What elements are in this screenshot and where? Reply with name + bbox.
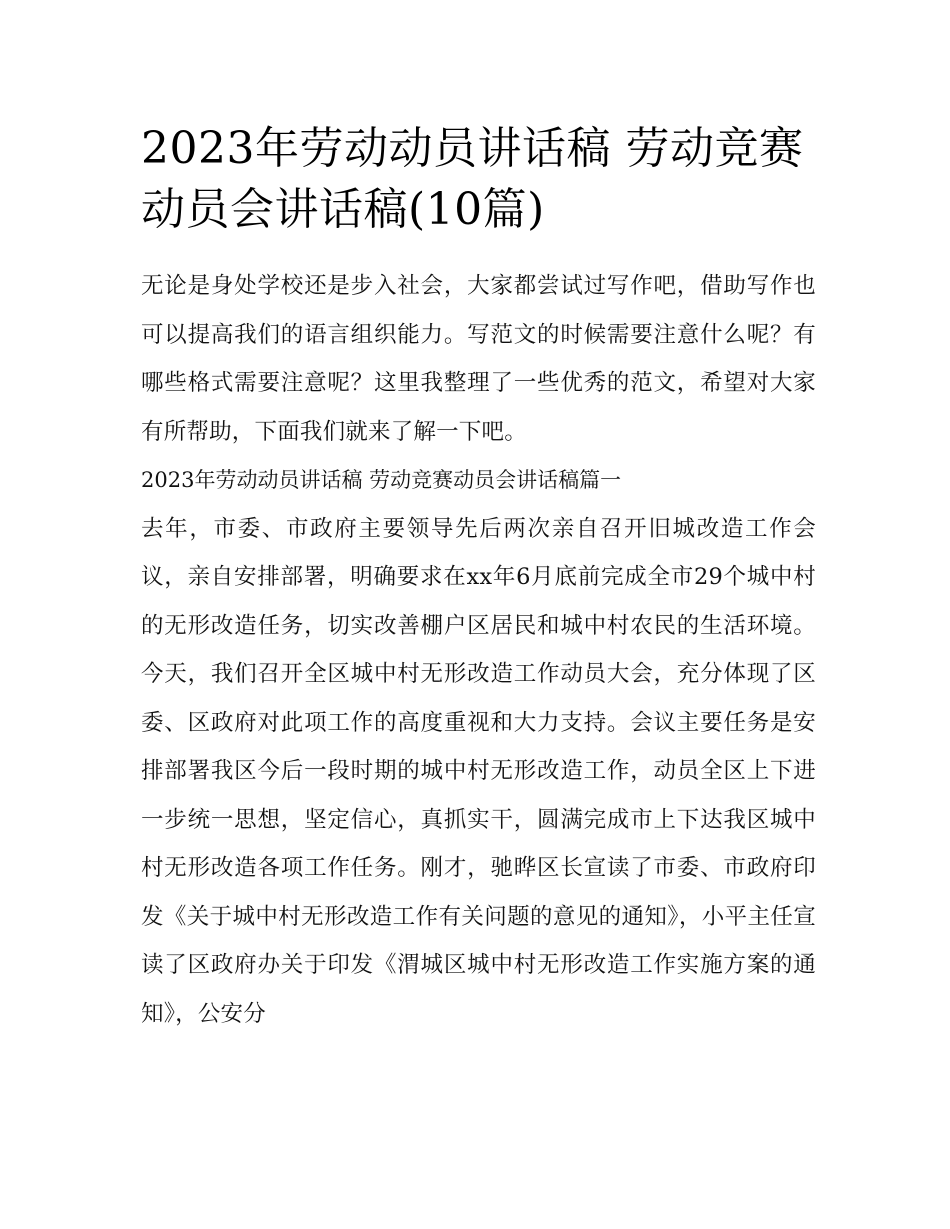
- intro-paragraph: 无论是身处学校还是步入社会，大家都尝试过写作吧，借助写作也可以提高我们的语言组织能力。写范文的时候需要注意什么呢？有哪些格式需要注意呢？这里我整理了一些优秀的范文，希望对大家有所帮助，下面我们就来了解一下吧。: [141, 273, 816, 445]
- body-paragraph: 去年，市委、市政府主要领导先后两次亲自召开旧城改造工作会议，亲自安排部署，明确要求在xx年6月底前完成全市29个城中村的无形改造任务，切实改善棚户区居民和城中村农民的生活环境。今天，我们召开全区城中村无形改造工作动员大会，充分体现了区委、区政府对此项工作的高度重视和大力支持。会议主要任务是安排部署我区今后一段时期的城中村无形改造工作，动员全区上下进一步统一思想，坚定信心，真抓实干，圆满完成市上下达我区城中村无形改造各项工作任务。刚才，驰晔区长宣读了市委、市政府印发《关于城中村无形改造工作有关问题的意见的通知》，小平主任宣读了区政府办关于印发《渭城区城中村无形改造工作实施方案的通知》，公安分: [141, 515, 816, 1027]
- section-heading: 2023年劳动动员讲话稿 劳动竞赛动员会讲话稿篇一: [141, 468, 622, 492]
- document-title: 2023年劳动动员讲话稿 劳动竞赛动员会讲话稿(10篇): [141, 123, 804, 235]
- document-content: [141, 118, 816, 1038]
